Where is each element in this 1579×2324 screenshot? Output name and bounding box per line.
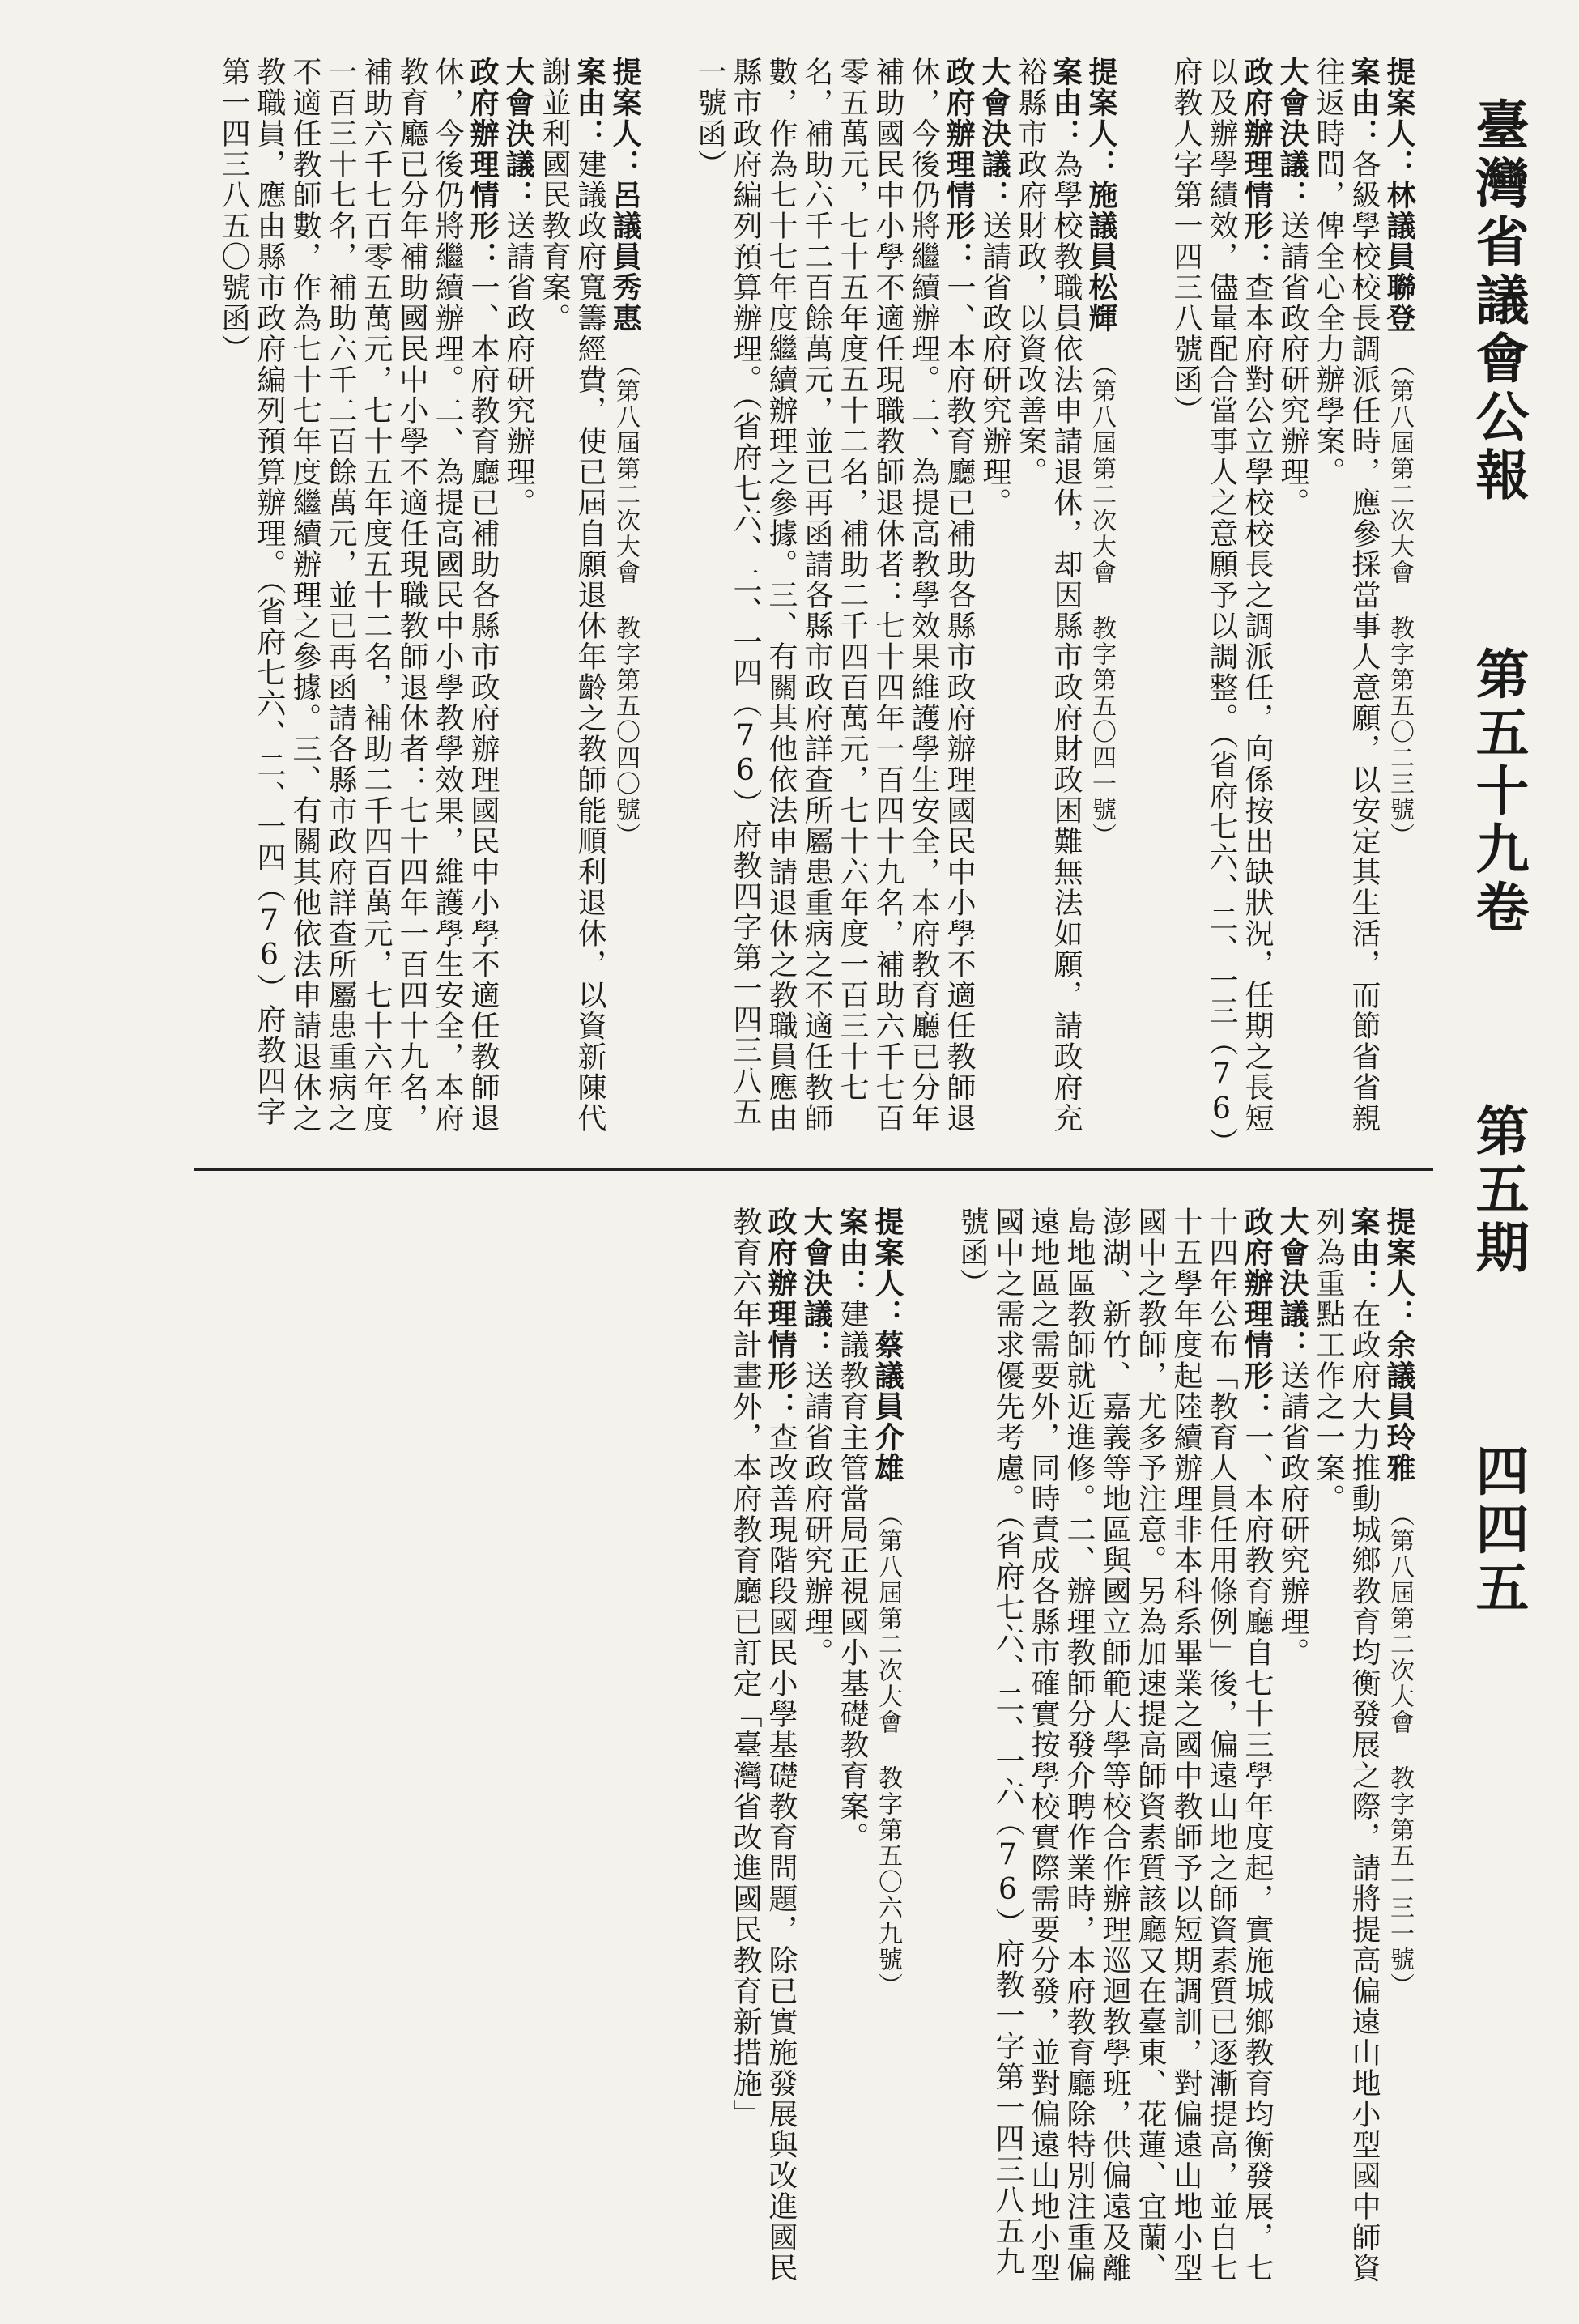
response-text: 一、本府教育廳已補助各縣市政府辦理國民中小學不適任教師退休，今後仍將繼續辦理。二、為提高國民中小學教學效果，維護學生安全，本府教育廳已分年補助國民中小學不適任現職教師退休者：七十四年一百四十九名，補助六千七百零五萬元，七十五年度五十二名，補助二千四百萬元，七十六年度一百三十七名，補助六千二百餘萬元，並已再函請各縣市政府詳查所屬患重病之不適任教師數，作為七十七年度繼續辦理之參據。三、有關其他依法申請退休之教職員，應由縣市政府編列預算辦理。（省府七六、二、一四（76）府教四字第一四三八五〇號函） [217,57,500,1134]
subject-text: 建議教育主管當局正視國小基礎教育案。 [836,1299,869,1853]
resolution-text: 送請省政府研究辦理。 [1276,1360,1309,1668]
response-text: 查本府對公立學校校長之調派任，向係按出缺狀況，任期之長短以及辦學績效，儘量配合當事人之意願予以調整。（省府七六、二、一三（76）府教人字第一四三八號函） [1169,57,1274,1143]
resolution-text: 送請省政府研究辦理。 [978,211,1011,518]
page-number: 四四五 [1466,1443,1530,1618]
issue-number: 第五期 [1466,1103,1530,1278]
subject-line: 案由：為學校教職員依法申請退休，却因縣市政府財政困難無法如願，請政府充裕縣市政府財政，以資改善案。 [1014,57,1083,1134]
motion-1 [1168,57,1417,1150]
resolution-text: 送請省政府研究辦理。 [502,211,535,518]
response-text: 查改善現階段國民小學基礎教育問題，除已實施發展與改進國民教育六年計畫外，本府教育廳已訂定「臺灣省改進國民教育新措施」 [729,1207,798,2284]
response-line: 政府辦理情形：一、本府教育廳已補助各縣市政府辦理國民中小學不適任教師退休，今後仍將繼續辦理。二、為提高教學效果維護學生安全，本府教育廳已分年補助國民中小學不適任現職教師退休者：七十四年一百四十九名，補助六千七百零五萬元，七十五年度五十二名，補助二千四百萬元，七十六年度一百三十七名，補助六千二百餘萬元，並已再函請各縣市政府詳查所屬患重病之不適任教師數，作為七十七年度繼續辦理之參據。三、有關其他依法申請退休之教職員應由縣市政府編列預算辦理。（省府七六、二、一四（76）府教四字第一四三八五一號函） [693,57,976,1134]
proposer-line: 提案人：呂議員秀惠 （第八屆第二次大會 教字第五〇四〇號） [608,57,642,849]
proposer-line: 提案人：余議員玲雅 （第八屆第二次大會 教字第五一三一號） [1382,1207,1416,1998]
response-text: 一、本府教育廳自七十三學年度起，實施城鄉教育均衡發展，七十四年公布「教育人員任用條例」後，偏遠山地之師資素質已逐漸提高，並自七十五學年度起陸續辦理非本科系畢業之國中教師予以短期調訓，對偏遠山地小型國中之教師，尤多予注意。另為加速提高師資素質該廳又在臺東、花蓮、宜蘭、澎湖、新竹、嘉義等地區與國立師範大學等校合作辦理巡迴教學班，供偏遠及離島地區教師就近進修。二、辦理教師分發介聘作業時，本府教育廳除特別注重偏遠地區之需要外，同時責成各縣市確實按學校實際需要分發，並對偏遠山地小型國中之需求優先考慮。（省府七六、二、一六（76）府教一字第一四三八五九號函） [955,1207,1274,2284]
resolution-line: 大會決議：送請省政府研究辦理。 [799,1207,833,1668]
running-header [1449,97,1547,2284]
section-divider [194,1168,1433,1171]
subject-line: 案由：在政府大力推動城鄉教育均衡發展之際，請將提高偏遠山地小型國中師資列為重點工作之一案。 [1312,1207,1381,2284]
motion-ref: （第八屆第二次大會 教字第五〇四〇號） [611,364,640,849]
response-line: 政府辦理情形：查本府對公立學校校長之調派任，向係按出缺狀況，任期之長短以及辦學績效，儘量配合當事人之意願予以調整。（省府七六、二、一三（76）府教人字第一四三八號函） [1169,57,1274,1143]
resolution-text: 送請省政府研究辦理。 [800,1360,833,1668]
motion-2 [692,57,1119,1150]
motion-ref: （第八屆第二次大會 教字第五〇二三號） [1385,364,1414,849]
response-text: 一、本府教育廳已補助各縣市政府辦理國民中小學不適任教師退休，今後仍將繼續辦理。二、為提高教學效果維護學生安全，本府教育廳已分年補助國民中小學不適任現職教師退休者：七十四年一百四十九名，補助六千七百零五萬元，七十五年度五十二名，補助二千四百萬元，七十六年度一百三十七名，補助六千二百餘萬元，並已再函請各縣市政府詳查所屬患重病之不適任教師數，作為七十七年度繼續辦理之參據。三、有關其他依法申請退休之教職員應由縣市政府編列預算辦理。（省府七六、二、一四（76）府教四字第一四三八五一號函） [693,57,976,1134]
subject-text: 各級學校校長調派任時，應參採當事人意願，以安定其生活，而節省省親往返時間，俾全心全力辦學案。 [1312,57,1381,1134]
response-line: 政府辦理情形：查改善現階段國民小學基礎教育問題，除已實施發展與改進國民教育六年計畫外，本府教育廳已訂定「臺灣省改進國民教育新措施」 [729,1207,798,2284]
lower-panel [186,1207,1417,2284]
response-line: 政府辦理情形：一、本府教育廳已補助各縣市政府辦理國民中小學不適任教師退休，今後仍將繼續辦理。二、為提高國民中小學教學效果，維護學生安全，本府教育廳已分年補助國民中小學不適任現職教師退休者：七十四年一百四十九名，補助六千七百零五萬元，七十五年度五十二名，補助二千四百萬元，七十六年度一百三十七名，補助六千二百餘萬元，並已再函請各縣市政府詳查所屬患重病之不適任教師數，作為七十七年度繼續辦理之參據。三、有關其他依法申請退休之教職員，應由縣市政府編列預算辦理。（省府七六、二、一四（76）府教四字第一四三八五〇號函） [217,57,500,1134]
response-line: 政府辦理情形：一、本府教育廳自七十三學年度起，實施城鄉教育均衡發展，七十四年公布「教育人員任用條例」後，偏遠山地之師資素質已逐漸提高，並自七十五學年度起陸續辦理非本科系畢業之國中教師予以短期調訓，對偏遠山地小型國中之教師，尤多予注意。另為加速提高師資素質該廳又在臺東、花蓮、宜蘭、澎湖、新竹、嘉義等地區與國立師範大學等校合作辦理巡迴教學班，供偏遠及離島地區教師就近進修。二、辦理教師分發介聘作業時，本府教育廳除特別注重偏遠地區之需要外，同時責成各縣市確實按學校實際需要分發，並對偏遠山地小型國中之需求優先考慮。（省府七六、二、一六（76）府教一字第一四三八五九號函） [955,1207,1274,2284]
motion-3 [215,57,643,1150]
subject-text: 在政府大力推動城鄉教育均衡發展之際，請將提高偏遠山地小型國中師資列為重點工作之一案。 [1312,1207,1381,2284]
motion-ref: （第八屆第二次大會 教字第五〇六九號） [874,1514,902,1998]
proposer-name: 林議員聯登 [1382,180,1416,334]
proposer-name: 蔡議員介雄 [870,1330,904,1483]
motion-ref: （第八屆第二次大會 教字第五〇四一號） [1087,364,1116,849]
proposer-line: 提案人：施議員松輝 （第八屆第二次大會 教字第五〇四一號） [1084,57,1118,849]
subject-text: 建議政府寬籌經費，使已屆自願退休年齡之教師能順利退休，以資新陳代謝並利國民教育案。 [538,57,606,1134]
proposer-name: 余議員玲雅 [1382,1330,1416,1483]
subject-line: 案由：建議教育主管當局正視國小基礎教育案。 [835,1207,869,1853]
proposer-line: 提案人：蔡議員介雄 （第八屆第二次大會 教字第五〇六九號） [870,1207,904,1998]
motion-5 [727,1207,905,2284]
proposer-name: 施議員松輝 [1084,180,1118,334]
subject-text: 為學校教職員依法申請退休，却因縣市政府財政困難無法如願，請政府充裕縣市政府財政，以資改善案。 [1014,57,1083,1134]
subject-line: 案由：各級學校校長調派任時，應參採當事人意願，以安定其生活，而節省省親往返時間，俾全心全力辦學案。 [1312,57,1381,1134]
resolution-line: 大會決議：送請省政府研究辦理。 [977,57,1011,518]
resolution-line: 大會決議：送請省政府研究辦理。 [1275,57,1309,518]
subject-line: 案由：建議政府寬籌經費，使已屆自願退休年齡之教師能順利退休，以資新陳代謝並利國民教育案。 [538,57,606,1134]
proposer-line: 提案人：林議員聯登 （第八屆第二次大會 教字第五〇二三號） [1382,57,1416,849]
gazette-title: 臺灣省議會公報 [1466,97,1530,505]
upper-panel [186,57,1417,1150]
resolution-line: 大會決議：送請省政府研究辦理。 [1275,1207,1309,1668]
motion-4 [954,1207,1417,2284]
motion-ref: （第八屆第二次大會 教字第五一三一號） [1385,1514,1414,1998]
resolution-line: 大會決議：送請省政府研究辦理。 [501,57,535,518]
proposer-name: 呂議員秀惠 [608,180,642,334]
resolution-text: 送請省政府研究辦理。 [1276,211,1309,518]
volume-number: 第五十九卷 [1466,646,1530,938]
